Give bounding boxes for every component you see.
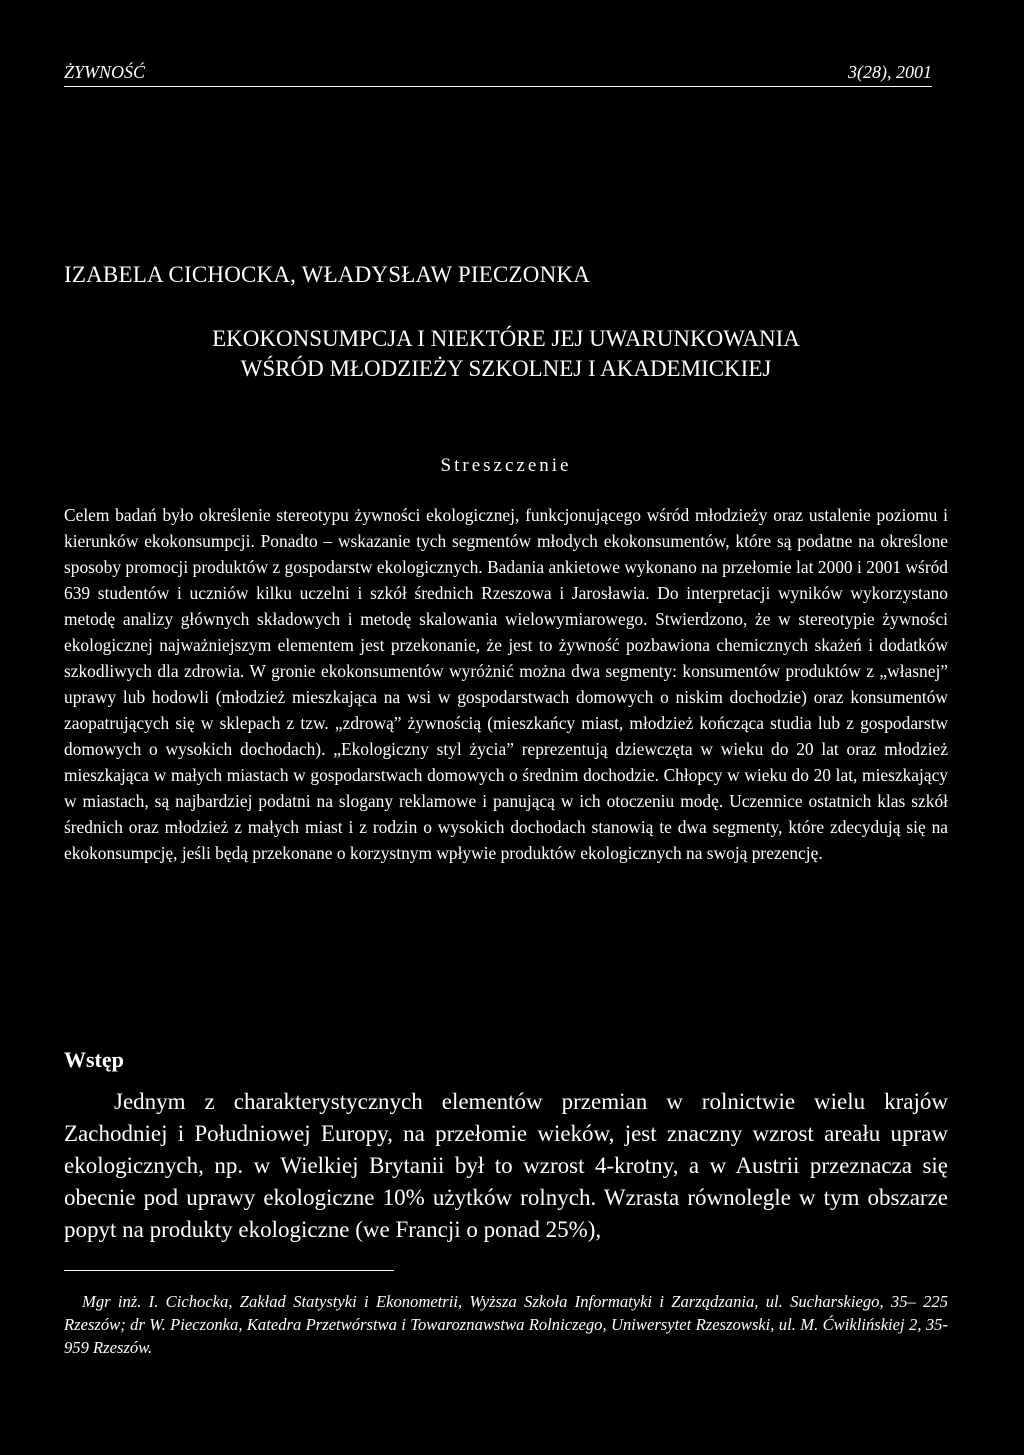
header-rule bbox=[64, 86, 932, 87]
issue-number: 3(28), 2001 bbox=[848, 62, 932, 82]
footnote: Mgr inż. I. Cichocka, Zakład Statystyki i Ekonometrii, Wyższa Szkoła Informatyki i Zarządzania, ul. Sucharskiego, 35– 225 Rzeszów; dr W. Pieczonka, Katedra Przetwórstwa i Towaroznawstwa Rolniczego, Uniwersytet Rzeszowski, ul. M. Ćwiklińskiej 2, 35-959 Rzeszów. bbox=[64, 1292, 948, 1357]
title-line-2: WŚRÓD MŁODZIEŻY SZKOLNEJ I AKADEMICKIEJ bbox=[240, 356, 772, 381]
intro-paragraph: Jednym z charakterystycznych elementów przemian w rolnictwie wielu krajów Zachodniej i Południowej Europy, na przełomie wieków, jest znaczny wzrost areału upraw ekologicznych, np. w Wielkiej Brytanii był to wzrost 4-krotny, a w Austrii przeznacza się obecnie pod uprawy ekologiczne 10% użytków rolnych. Wzrasta równolegle w tym obszarze popyt na produkty ekologiczne (we Francji o ponad 25%), bbox=[64, 1089, 948, 1242]
article-title bbox=[64, 324, 948, 384]
section-heading: Wstęp bbox=[64, 1047, 124, 1072]
authors: IZABELA CICHOCKA, WŁADYSŁAW PIECZONKA bbox=[64, 262, 591, 287]
running-header bbox=[64, 62, 932, 90]
title-line-1: EKOKONSUMPCJA I NIEKTÓRE JEJ UWARUNKOWANIA bbox=[212, 326, 800, 351]
journal-name: ŻYWNOŚĆ bbox=[64, 62, 146, 82]
abstract-heading: Streszczenie bbox=[440, 455, 572, 476]
footnote-rule bbox=[64, 1270, 394, 1271]
abstract-text: Celem badań było określenie stereotypu żywności ekologicznej, funkcjonującego wśród młodzieży oraz ustalenie poziomu i kierunków ekokonsumpcji. Ponadto – wskazanie tych segmentów młodych ekokonsumentów, które są podatne na określone sposoby promocji produktów z gospodarstw ekologicznych. Badania ankietowe wykonano na przełomie lat 2000 i 2001 wśród 639 studentów i uczniów kilku uczelni i szkół średnich Rzeszowa i Jarosławia. Do interpretacji wyników wykorzystano metodę analizy głównych składowych i metodę skalowania wielowymiarowego. Stwierdzono, że w stereotypie żywności ekologicznej najważniejszym elementem jest przekonanie, że jest to żywność pozbawiona chemicznych skażeń i dodatków szkodliwych dla zdrowia. W gronie ekokonsumentów wyróżnić można dwa segmenty: konsumentów produktów z „własnej” uprawy lub hodowli (młodzież mieszkająca na wsi w gospodarstwach domowych o niskim dochodzie) oraz konsumentów zaopatrujących się w sklepach z tzw. „zdrową” żywnością (mieszkańcy miast, młodzież kończąca studia lub z gospodarstw domowych o wysokich dochodach). „Ekologiczny styl życia” reprezentują dziewczęta w wieku do 20 lat oraz młodzież mieszkająca w małych miastach w gospodarstwach domowych o średnim dochodzie. Chłopcy w wieku do 20 lat, mieszkający w miastach, są najbardziej podatni na slogany reklamowe i panującą w ich otoczeniu modę. Uczennice ostatnich klas szkół średnich oraz młodzież z małych miast i z rodzin o wysokich dochodach stanowią te dwa segmenty, które zdecydują się na ekokonsumpcję, jeśli będą przekonane o korzystnym wpływie produktów ekologicznych na swoją prezencję. bbox=[64, 505, 948, 863]
